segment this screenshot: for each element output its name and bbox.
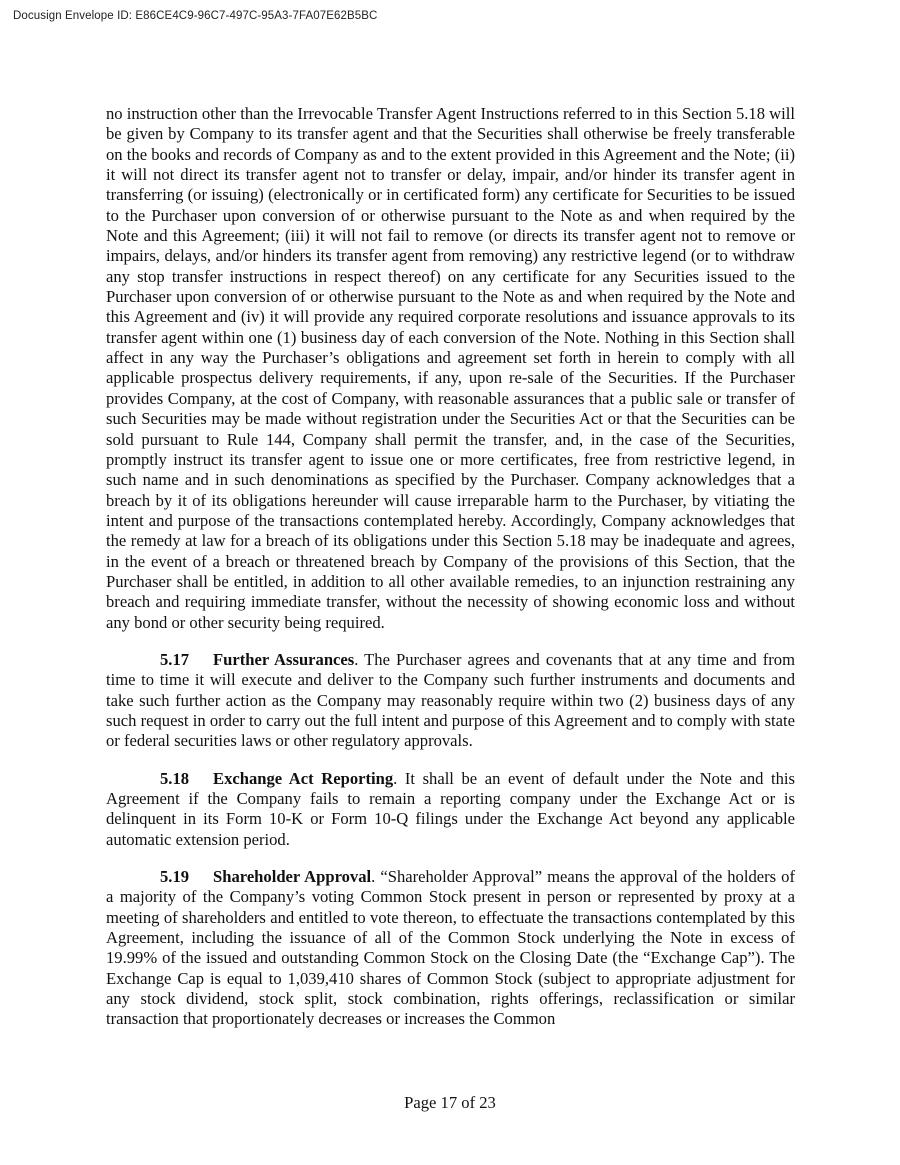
section-number: 5.19 — [160, 867, 190, 887]
section-title: Exchange Act Reporting — [213, 768, 394, 788]
section-5-18 — [106, 769, 795, 850]
page-number: Page 17 of 23 — [404, 1093, 496, 1112]
section-title: Shareholder Approval — [213, 867, 372, 887]
document-body — [106, 104, 795, 1030]
section-title: Further Assurances — [213, 649, 355, 669]
section-text: . “Shareholder Approval” means the approval of the holders of a majority of the Company’s voting Common Stock present in person or represented by proxy at a meeting of shareholders and entitled to vote thereon, to effectuate the transactions contemplated by this Agreement, including the issuance of all of the Common Stock underlying the Note in excess of 19.99% of the issued and outstanding Common Stock on the Closing Date (the “Exchange Cap”). The Exchange Cap is equal to 1,039,410 shares of Common Stock (subject to appropriate adjustment for any stock dividend, stock split, stock combination, rights offerings, reclassification or similar transaction that proportionately decreases or increases the Common — [106, 867, 795, 1029]
section-5-19 — [106, 867, 795, 1030]
continued-paragraph: no instruction other than the Irrevocable Transfer Agent Instructions referred to in this Section 5.18 will be given by Company to its transfer agent and that the Securities shall otherwise be freely transferable on the books and records of Company as and to the extent provided in this Agreement and the Note; (ii) it will not direct its transfer agent not to transfer or delay, impair, and/or hinder its transfer agent in transferring (or issuing) (electronically or in certificated form) any certificate for Securities to be issued to the Purchaser upon conversion of or otherwise pursuant to the Note as and when required by the Note and this Agreement; (iii) it will not fail to remove (or directs its transfer agent not to remove or impairs, delays, and/or hinders its transfer agent from removing) any restrictive legend (or to withdraw any stop transfer instructions in respect thereof) on any certificate for any Securities issued to the Purchaser upon conversion of or otherwise pursuant to the Note as and when required by the Note and this Agreement and (iv) it will provide any required corporate resolutions and issuance approvals to its transfer agent within one (1) business day of each conversion of the Note. Nothing in this Section shall affect in any way the Purchaser’s obligations and agreement set forth in herein to comply with all applicable prospectus delivery requirements, if any, upon re-sale of the Securities. If the Purchaser provides Company, at the cost of Company, with reasonable assurances that a public sale or transfer of such Securities may be made without registration under the Securities Act or that the Securities can be sold pursuant to Rule 144, Company shall permit the transfer, and, in the case of the Securities, promptly instruct its transfer agent to issue one or more certificates, free from restrictive legend, in such name and in such denominations as specified by the Purchaser. Company acknowledges that a breach by it of its obligations hereunder will cause irreparable harm to the Purchaser, by vitiating the intent and purpose of the transactions contemplated hereby. Accordingly, Company acknowledges that the remedy at law for a breach of its obligations under this Section 5.18 may be inadequate and agrees, in the event of a breach or threatened breach by Company of the provisions of this Section, that the Purchaser shall be entitled, in addition to all other available remedies, to an injunction restraining any breach and requiring immediate transfer, without the necessity of showing economic loss and without any bond or other security being required. — [106, 104, 795, 632]
section-number: 5.18 — [160, 768, 190, 788]
section-number: 5.17 — [160, 649, 190, 669]
docusign-envelope-id: Docusign Envelope ID: E86CE4C9-96C7-497C-95A3-7FA07E62B5BC — [13, 10, 378, 22]
section-text: . The Purchaser agrees and covenants that at any time and from time to time it will execute and deliver to the Company such further instruments and documents and take such further action as the Company may reasonably require within two (2) business days of any such request in order to carry out the full intent and purpose of this Agreement and to comply with state or federal securities laws or other regulatory approvals. — [106, 649, 795, 751]
section-text: . It shall be an event of default under the Note and this Agreement if the Company fails to remain a reporting company under the Exchange Act or is delinquent in its Form 10-K or Form 10-Q filings under the Exchange Act beyond any applicable automatic extension period. — [106, 768, 795, 849]
section-5-17 — [106, 650, 795, 752]
